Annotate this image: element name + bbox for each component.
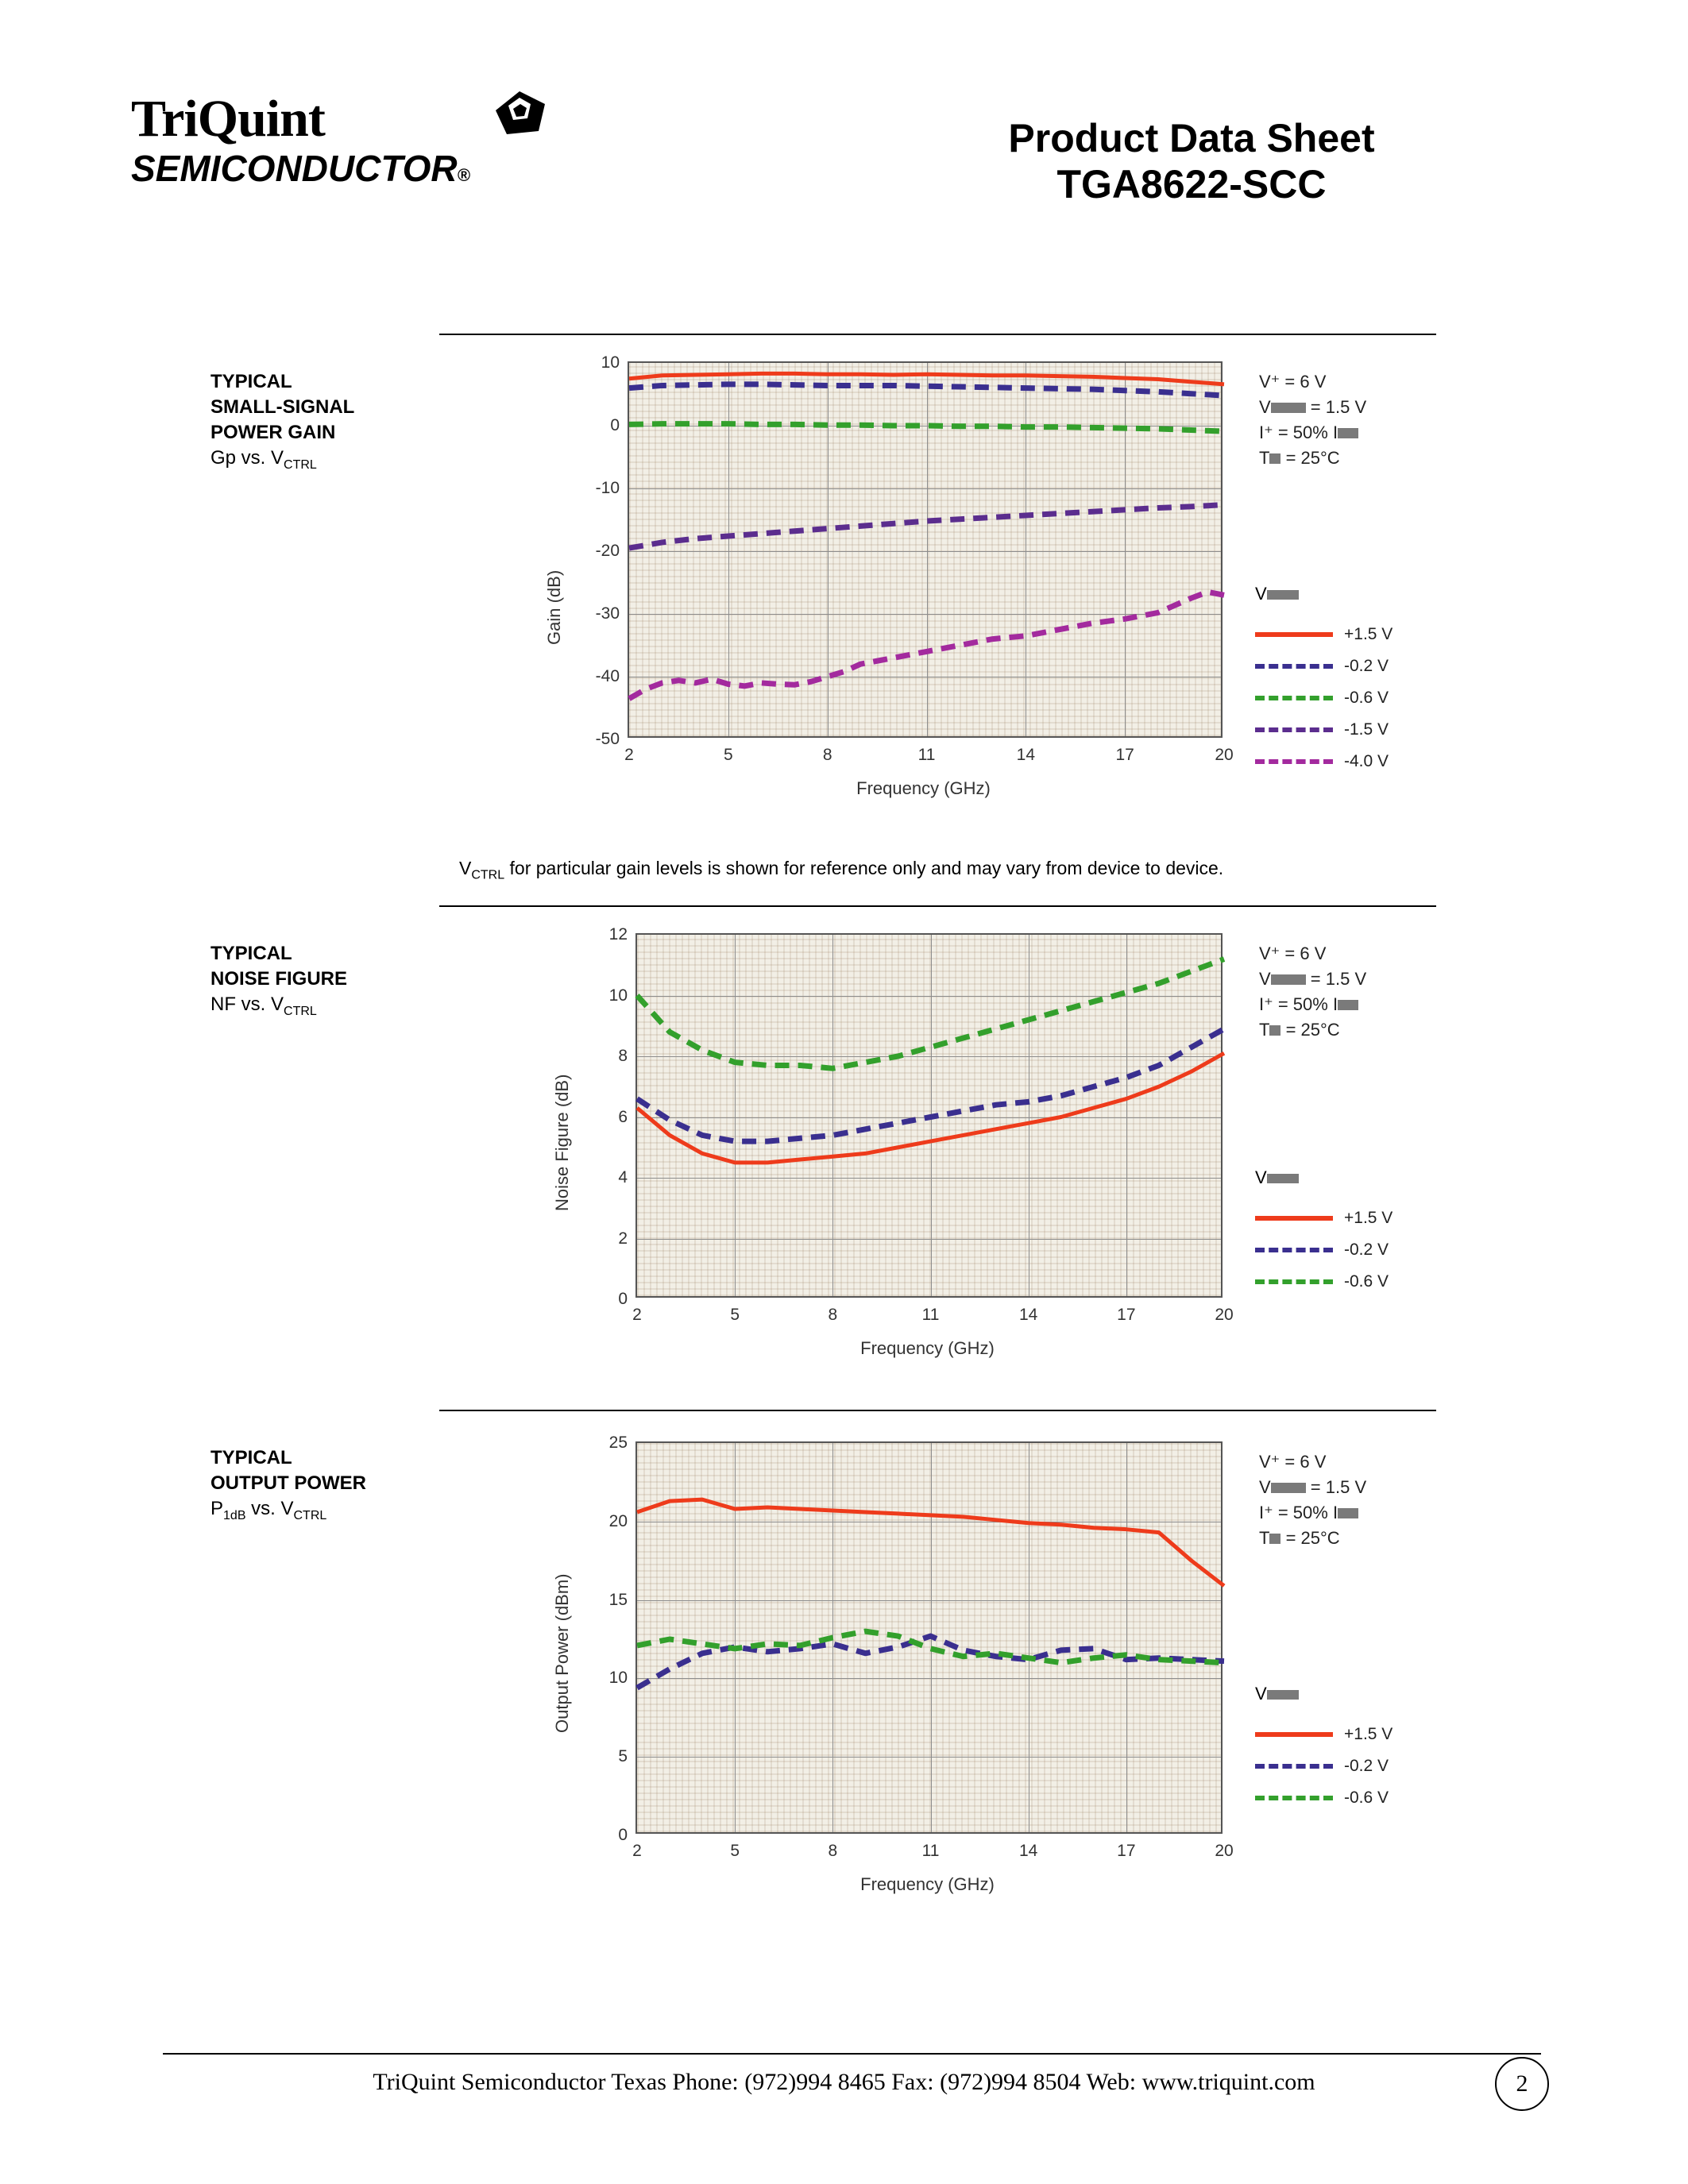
legend-swatch <box>1255 664 1333 669</box>
legend-title: V <box>1255 584 1393 604</box>
y-tick-label: -20 <box>595 542 620 560</box>
x-tick-label: 11 <box>917 746 936 764</box>
legend-item <box>1255 650 1393 682</box>
series-layer <box>637 935 1224 1299</box>
x-tick-label: 8 <box>822 746 832 764</box>
legend-label: -4.0 V <box>1344 752 1389 770</box>
x-tick-label: 17 <box>1117 1842 1136 1860</box>
y-tick-label: -50 <box>595 730 620 748</box>
legend-item <box>1255 619 1393 650</box>
legend-item <box>1255 1750 1393 1782</box>
legend-swatch <box>1255 1216 1333 1221</box>
pentagon-logo-icon <box>492 90 548 141</box>
pout-label-1: TYPICAL <box>211 1447 292 1468</box>
gain-label-3: POWER GAIN <box>211 422 336 443</box>
cond-vctrl: V = 1.5 V <box>1259 397 1367 417</box>
x-tick-label: 2 <box>632 1306 642 1324</box>
legend-swatch <box>1255 696 1333 700</box>
chart-pout-conditions: V⁺ = 6 V V = 1.5 V I⁺ = 50% I T = 25°C <box>1259 1452 1367 1548</box>
y-tick-label: 0 <box>610 416 620 434</box>
cond-vplus: V⁺ = 6 V <box>1259 372 1327 392</box>
legend-label: -0.2 V <box>1344 657 1389 675</box>
chart-pout-ylabel: Output Power (dBm) <box>552 1573 572 1733</box>
y-tick-label: -40 <box>595 667 620 685</box>
section-divider-3 <box>439 1410 1436 1411</box>
x-tick-label: 8 <box>828 1306 838 1324</box>
legend-label: +1.5 V <box>1344 625 1393 643</box>
y-tick-label: 2 <box>618 1229 628 1248</box>
y-tick-label: 10 <box>608 986 628 1005</box>
chart-gain-plot <box>595 353 1234 764</box>
legend-label: -0.6 V <box>1344 689 1389 707</box>
legend-label: +1.5 V <box>1344 1725 1393 1743</box>
x-tick-label: 20 <box>1215 1306 1234 1324</box>
gain-label-1: TYPICAL <box>211 371 292 392</box>
legend-item <box>1255 714 1393 746</box>
title-line-1: Product Data Sheet <box>1008 116 1375 160</box>
chart-gain-ylabel: Gain (dB) <box>544 569 564 645</box>
x-tick-label: 20 <box>1215 1842 1234 1860</box>
legend-item <box>1255 1719 1393 1750</box>
chart-pout-plot <box>608 1433 1234 1860</box>
page-title <box>834 115 1549 207</box>
legend-swatch <box>1255 1796 1333 1800</box>
triquint-logo <box>131 91 544 203</box>
x-tick-label: 17 <box>1115 746 1134 764</box>
series-line <box>637 1029 1224 1142</box>
y-tick-label: 0 <box>618 1290 628 1308</box>
legend-title: V <box>1255 1684 1393 1704</box>
legend-swatch <box>1255 1732 1333 1737</box>
legend-swatch <box>1255 759 1333 764</box>
pout-label-4: $P_{1dB}$ vs. $V_{CTRL}$ <box>211 1498 327 1522</box>
x-tick-label: 5 <box>730 1842 740 1860</box>
pout-label-2: OUTPUT POWER <box>211 1472 366 1494</box>
chart-nf-ylabel: Noise Figure (dB) <box>552 1074 572 1211</box>
nf-label-4: NF vs. $V_{CTRL}$ <box>211 994 317 1018</box>
series-line <box>629 424 1224 431</box>
legend-label: +1.5 V <box>1344 1209 1393 1227</box>
chart-pout-xlabel: Frequency (GHz) <box>860 1874 995 1894</box>
section-label-gain <box>211 369 354 478</box>
series-line <box>629 505 1224 549</box>
series-layer <box>637 1443 1224 1835</box>
chart-nf-legend <box>1255 1167 1393 1298</box>
series-line <box>629 592 1224 698</box>
legend-item <box>1255 1782 1393 1814</box>
gain-label-4: Gp vs. $V_{CTRL}$ <box>211 447 317 472</box>
nf-label-1: TYPICAL <box>211 943 292 964</box>
logo-primary-text: TriQuint <box>131 90 325 148</box>
series-line <box>637 1636 1224 1688</box>
legend-item <box>1255 1266 1393 1298</box>
chart-gain <box>544 353 1234 798</box>
x-tick-label: 14 <box>1018 1306 1038 1324</box>
chart-gain-legend <box>1255 584 1393 778</box>
x-tick-label: 11 <box>921 1842 940 1860</box>
title-line-2: TGA8622-SCC <box>1056 162 1327 206</box>
legend-label: -0.2 V <box>1344 1757 1389 1775</box>
series-line <box>629 384 1224 396</box>
page-header <box>0 48 1688 206</box>
footer-text: TriQuint Semiconductor Texas Phone: (972)994 8465 Fax: (972)994 8504 Web: www.triquint.com <box>373 2069 1315 2095</box>
y-tick-label: 5 <box>618 1747 628 1766</box>
nf-label-2: NOISE FIGURE <box>211 968 348 990</box>
chart-pout <box>552 1433 1239 1894</box>
legend-label: -0.6 V <box>1344 1272 1389 1291</box>
footer-divider <box>163 2053 1541 2055</box>
legend-label: -1.5 V <box>1344 720 1389 739</box>
y-tick-label: -30 <box>595 604 620 623</box>
cond-iplus: I⁺ = 50% I <box>1259 420 1366 446</box>
legend-item <box>1255 746 1393 778</box>
cond-temp: T = 25°C <box>1259 448 1340 468</box>
series-line <box>637 1053 1224 1163</box>
legend-title: V <box>1255 1167 1393 1188</box>
gain-label-2: SMALL-SIGNAL <box>211 396 355 418</box>
legend-swatch <box>1255 1248 1333 1252</box>
section-label-pout <box>211 1445 366 1529</box>
legend-label: -0.6 V <box>1344 1788 1389 1807</box>
section-label-nf <box>211 941 347 1024</box>
x-tick-label: 5 <box>723 746 733 764</box>
x-tick-label: 17 <box>1117 1306 1136 1324</box>
chart-nf <box>552 925 1239 1358</box>
page-number: 2 <box>1495 2057 1549 2111</box>
legend-swatch <box>1255 727 1333 732</box>
x-tick-label: 5 <box>730 1306 740 1324</box>
x-tick-label: 2 <box>632 1842 642 1860</box>
legend-label: -0.2 V <box>1344 1241 1389 1259</box>
x-tick-label: 14 <box>1018 1842 1038 1860</box>
series-line <box>637 959 1224 1069</box>
x-tick-label: 14 <box>1016 746 1036 764</box>
y-tick-label: 15 <box>608 1590 628 1609</box>
y-tick-label: 10 <box>601 353 620 372</box>
series-line <box>637 1499 1224 1586</box>
chart-nf-xlabel: Frequency (GHz) <box>860 1338 995 1358</box>
y-tick-label: 6 <box>618 1107 628 1126</box>
y-tick-label: 25 <box>608 1433 628 1452</box>
legend-swatch <box>1255 1764 1333 1769</box>
x-tick-label: 2 <box>624 746 634 764</box>
chart-nf-conditions: V⁺ = 6 V V = 1.5 V I⁺ = 50% I T = 25°C <box>1259 943 1367 1040</box>
y-tick-label: 4 <box>618 1168 628 1187</box>
vctrl-note: $V_{CTRL}$ for particular gain levels is shown for reference only and may vary from device to device. <box>459 858 1224 882</box>
logo-secondary-text: SEMICONDUCTOR <box>131 148 458 189</box>
legend-item <box>1255 1234 1393 1266</box>
chart-nf-plot <box>608 925 1234 1324</box>
y-tick-label: 20 <box>608 1511 628 1530</box>
registered-mark: ® <box>457 165 470 185</box>
chart-pout-legend <box>1255 1684 1393 1814</box>
x-tick-label: 8 <box>828 1842 838 1860</box>
chart-gain-xlabel: Frequency (GHz) <box>856 778 991 798</box>
series-line <box>629 373 1224 384</box>
section-divider-2 <box>439 905 1436 907</box>
section-divider-1 <box>439 334 1436 335</box>
x-tick-label: 11 <box>921 1306 940 1324</box>
y-tick-label: 10 <box>608 1669 628 1688</box>
legend-swatch <box>1255 1279 1333 1284</box>
x-tick-label: 20 <box>1215 746 1234 764</box>
y-tick-label: 8 <box>618 1047 628 1065</box>
y-tick-label: 12 <box>608 925 628 943</box>
y-tick-label: 0 <box>618 1826 628 1844</box>
series-layer <box>629 363 1224 739</box>
legend-item <box>1255 682 1393 714</box>
y-tick-label: -10 <box>595 479 620 497</box>
chart-gain-conditions <box>1259 369 1366 471</box>
legend-item <box>1255 1202 1393 1234</box>
legend-swatch <box>1255 632 1333 637</box>
